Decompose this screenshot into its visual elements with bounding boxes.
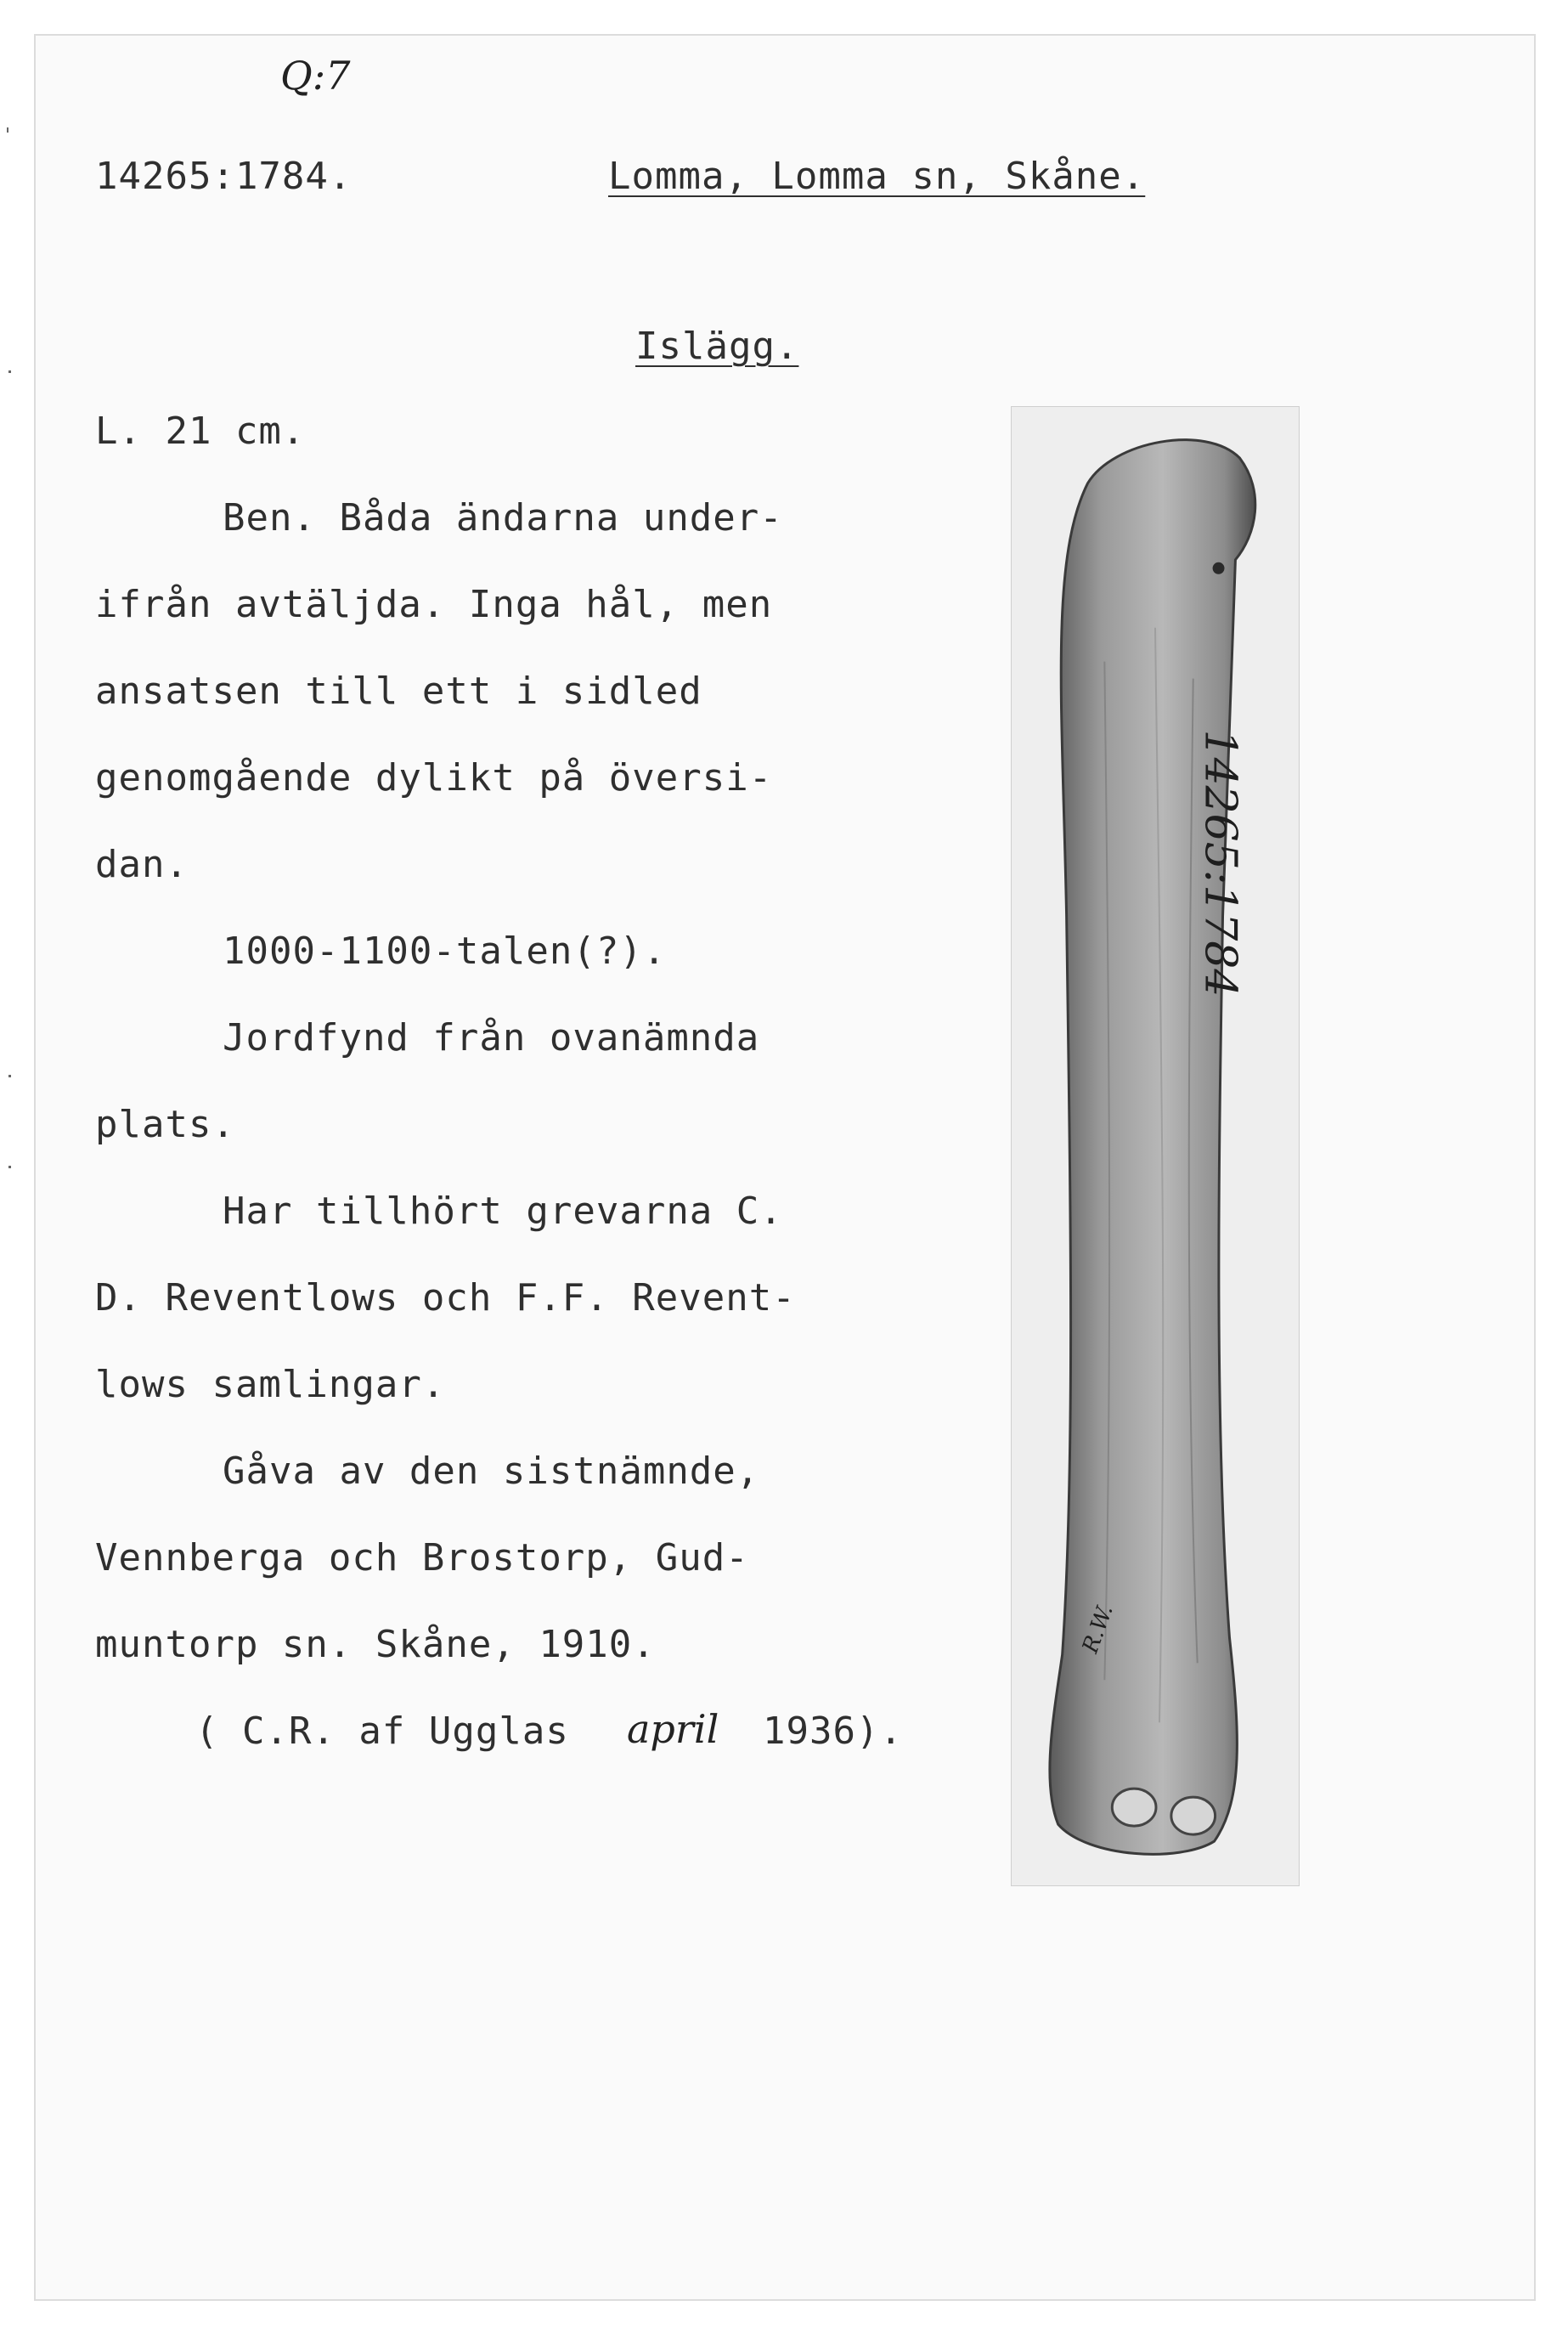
description-line: dan. [95,843,189,886]
donation-line: muntorp sn. Skåne, 1910. [95,1623,656,1666]
provenance-line: lows samlingar. [95,1363,446,1406]
signature-prefix: ( C.R. af Ugglas [195,1710,569,1753]
provenance-line: D. Reventlows och F.F. Revent- [95,1276,796,1320]
object-marking: R.W. [1077,1601,1119,1657]
donation-line: Vennberga och Brostorp, Gud- [95,1536,749,1580]
signature-month-handwritten: april [627,1706,719,1752]
donation-line: Gåva av den sistnämnde, [223,1450,760,1493]
description-line: ifrån avtäljda. Inga hål, men [95,583,773,626]
description-line: plats. [95,1103,235,1146]
object-inscription: 14265:1784 [1194,729,1246,997]
provenance-line: Har tillhört grevarna C. [223,1190,783,1233]
margin-mark [8,1166,11,1168]
object-photograph [1011,406,1300,1886]
object-title: Islägg. [635,325,799,368]
catalog-card [34,34,1536,2301]
object-length: L. 21 cm. [95,410,306,453]
find-location: Lomma, Lomma sn, Skåne. [608,155,1146,198]
description-line: ansatsen till ett i sidled [95,670,702,713]
signature-year: 1936). [763,1710,903,1753]
description-line: genomgående dylikt på översi- [95,756,773,800]
margin-mark [8,370,11,373]
margin-mark [8,1075,11,1077]
bone-skate-image [1012,407,1299,1885]
handwritten-code: Q:7 [280,53,351,99]
catalog-number: 14265:1784. [95,155,353,198]
description-line: Jordfynd från ovanämnda [223,1016,760,1060]
dating-line: 1000-1100-talen(?). [223,930,667,973]
description-line: Ben. Båda ändarna under- [223,496,783,540]
margin-mark [7,127,8,133]
